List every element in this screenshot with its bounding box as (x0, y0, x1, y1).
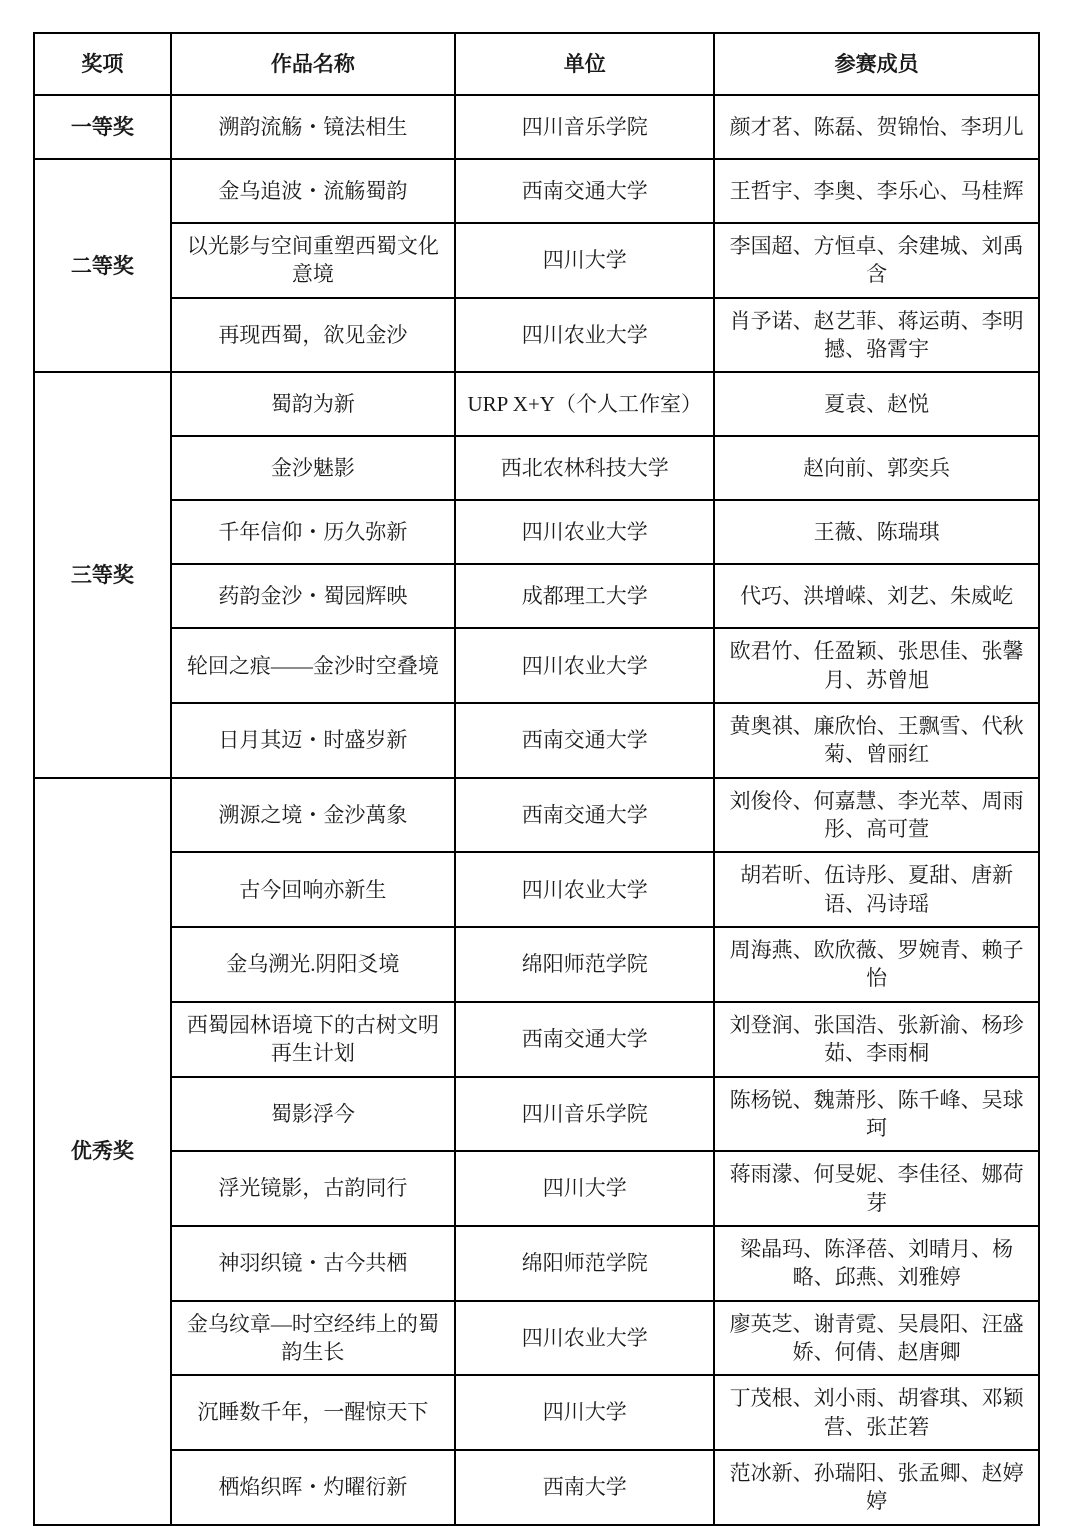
members-cell: 丁茂根、刘小雨、胡睿琪、邓颖营、张芷箬 (714, 1375, 1039, 1450)
members-cell: 范冰新、孙瑞阳、张孟卿、赵婷婷 (714, 1450, 1039, 1525)
members-cell: 王哲宇、李奥、李乐心、马桂辉 (714, 159, 1039, 223)
table-body (34, 95, 1039, 1525)
members-cell: 欧君竹、任盈颖、张思佳、张馨月、苏曾旭 (714, 628, 1039, 703)
work-cell: 浮光镜影，古韵同行 (171, 1151, 455, 1226)
members-cell: 肖予诺、赵艺菲、蒋运萌、李明撼、骆霄宇 (714, 298, 1039, 373)
work-cell: 金乌追波・流觞蜀韵 (171, 159, 455, 223)
unit-cell: 四川农业大学 (455, 852, 714, 927)
table-row (34, 628, 1039, 703)
table-row (34, 372, 1039, 436)
work-cell: 日月其迈・时盛岁新 (171, 703, 455, 778)
unit-cell: 四川音乐学院 (455, 1077, 714, 1152)
members-cell: 夏袁、赵悦 (714, 372, 1039, 436)
work-cell: 药韵金沙・蜀园辉映 (171, 564, 455, 628)
table-row (34, 1301, 1039, 1376)
table-row (34, 703, 1039, 778)
column-header-award: 奖项 (34, 33, 171, 95)
members-cell: 颜才茗、陈磊、贺锦怡、李玥儿 (714, 95, 1039, 159)
table-row (34, 223, 1039, 298)
members-cell: 胡若昕、伍诗彤、夏甜、唐新语、冯诗瑶 (714, 852, 1039, 927)
column-header-unit: 单位 (455, 33, 714, 95)
work-cell: 金乌溯光.阴阳爻境 (171, 927, 455, 1002)
table-row (34, 298, 1039, 373)
header-row (34, 33, 1039, 95)
work-cell: 西蜀园林语境下的古树文明再生计划 (171, 1002, 455, 1077)
table-row (34, 95, 1039, 159)
members-cell: 刘俊伶、何嘉慧、李光萃、周雨彤、高可萱 (714, 778, 1039, 853)
table-row (34, 1151, 1039, 1226)
unit-cell: 西南大学 (455, 1450, 714, 1525)
table-row (34, 927, 1039, 1002)
table-row (34, 1002, 1039, 1077)
work-cell: 蜀韵为新 (171, 372, 455, 436)
unit-cell: 四川农业大学 (455, 1301, 714, 1376)
members-cell: 陈杨锐、魏萧彤、陈千峰、吴球珂 (714, 1077, 1039, 1152)
table-row (34, 852, 1039, 927)
table-row (34, 500, 1039, 564)
work-cell: 古今回响亦新生 (171, 852, 455, 927)
award-cell: 优秀奖 (34, 778, 171, 1525)
award-cell: 三等奖 (34, 372, 171, 777)
unit-cell: 四川大学 (455, 1375, 714, 1450)
members-cell: 赵向前、郭奕兵 (714, 436, 1039, 500)
column-header-work: 作品名称 (171, 33, 455, 95)
table-row (34, 1226, 1039, 1301)
members-cell: 黄奥祺、廉欣怡、王飘雪、代秋菊、曾丽红 (714, 703, 1039, 778)
unit-cell: 西北农林科技大学 (455, 436, 714, 500)
unit-cell: 四川农业大学 (455, 298, 714, 373)
members-cell: 刘登润、张国浩、张新渝、杨珍茹、李雨桐 (714, 1002, 1039, 1077)
work-cell: 栖焰织晖・灼曜衍新 (171, 1450, 455, 1525)
table-row (34, 159, 1039, 223)
table-row (34, 1450, 1039, 1525)
award-cell: 一等奖 (34, 95, 171, 159)
unit-cell: 成都理工大学 (455, 564, 714, 628)
unit-cell: 四川音乐学院 (455, 95, 714, 159)
members-cell: 李国超、方恒卓、余建城、刘禹含 (714, 223, 1039, 298)
work-cell: 神羽织镜・古今共栖 (171, 1226, 455, 1301)
work-cell: 金沙魅影 (171, 436, 455, 500)
unit-cell: 西南交通大学 (455, 159, 714, 223)
unit-cell: 绵阳师范学院 (455, 927, 714, 1002)
work-cell: 以光影与空间重塑西蜀文化意境 (171, 223, 455, 298)
work-cell: 溯源之境・金沙萬象 (171, 778, 455, 853)
table-row (34, 564, 1039, 628)
table-row (34, 1077, 1039, 1152)
table-header (34, 33, 1039, 95)
unit-cell: 四川农业大学 (455, 628, 714, 703)
members-cell: 廖英芝、谢青霓、吴晨阳、汪盛娇、何倩、赵唐卿 (714, 1301, 1039, 1376)
unit-cell: 西南交通大学 (455, 1002, 714, 1077)
work-cell: 沉睡数千年，一醒惊天下 (171, 1375, 455, 1450)
unit-cell: 西南交通大学 (455, 703, 714, 778)
members-cell: 王薇、陈瑞琪 (714, 500, 1039, 564)
work-cell: 金乌纹章—时空经纬上的蜀韵生长 (171, 1301, 455, 1376)
award-cell: 二等奖 (34, 159, 171, 372)
work-cell: 轮回之痕——金沙时空叠境 (171, 628, 455, 703)
table-row (34, 1375, 1039, 1450)
unit-cell: 绵阳师范学院 (455, 1226, 714, 1301)
table-row (34, 778, 1039, 853)
members-cell: 周海燕、欧欣薇、罗婉青、赖子怡 (714, 927, 1039, 1002)
table-row (34, 436, 1039, 500)
unit-cell: 四川大学 (455, 223, 714, 298)
work-cell: 千年信仰・历久弥新 (171, 500, 455, 564)
members-cell: 蒋雨濛、何旻妮、李佳径、娜荷芽 (714, 1151, 1039, 1226)
unit-cell: 四川大学 (455, 1151, 714, 1226)
members-cell: 梁晶玛、陈泽蓓、刘晴月、杨略、邱燕、刘雅婷 (714, 1226, 1039, 1301)
work-cell: 再现西蜀，欲见金沙 (171, 298, 455, 373)
work-cell: 蜀影浮今 (171, 1077, 455, 1152)
award-results-table (33, 32, 1040, 1526)
unit-cell: URP X+Y（个人工作室） (455, 372, 714, 436)
unit-cell: 四川农业大学 (455, 500, 714, 564)
work-cell: 溯韵流觞・镜法相生 (171, 95, 455, 159)
column-header-members: 参赛成员 (714, 33, 1039, 95)
members-cell: 代巧、洪增嵘、刘艺、朱威屹 (714, 564, 1039, 628)
unit-cell: 西南交通大学 (455, 778, 714, 853)
